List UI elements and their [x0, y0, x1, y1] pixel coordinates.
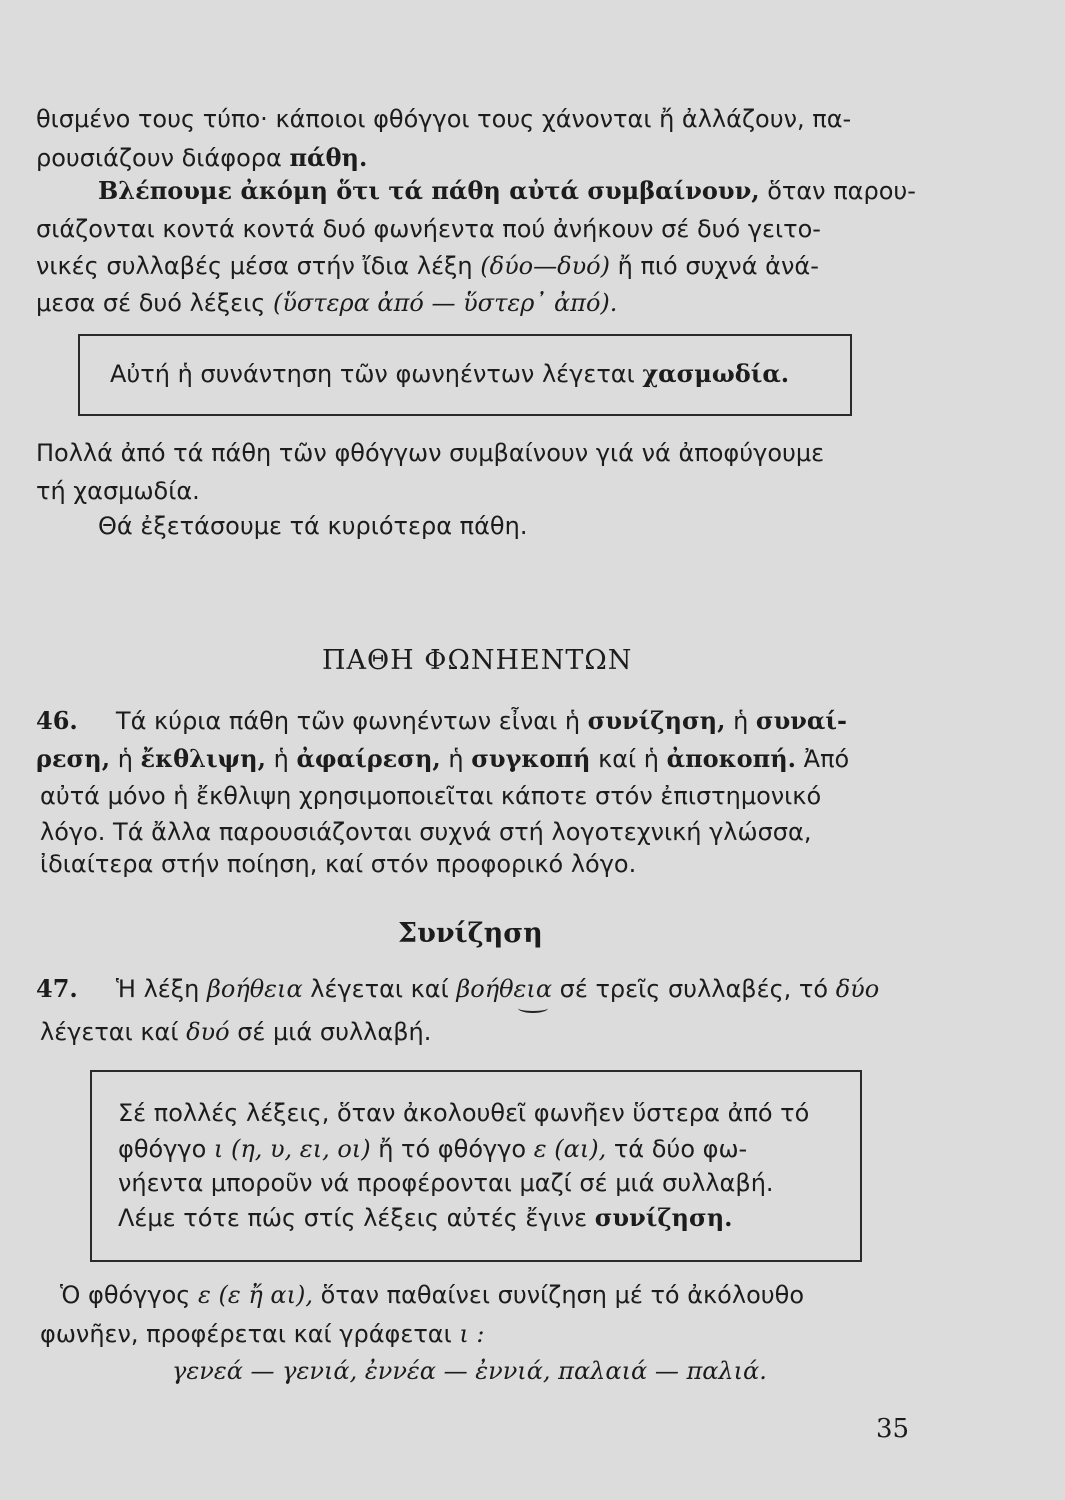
text: νήεντα μποροῦν νά προφέρονται μαζί σέ μιά συλλαβή.	[118, 1169, 774, 1197]
page-number: 35	[876, 1414, 910, 1444]
text: ἤ τό φθόγγο	[370, 1135, 534, 1163]
rule-line	[118, 1097, 809, 1129]
bold-term: ἔκθλιψη,	[140, 744, 266, 773]
text: σέ μιά συλλαβή.	[229, 1018, 432, 1046]
text: σιάζονται κοντά κοντά δυό φωνήεντα πού ἀνήκουν σέ δυό γειτο-	[36, 215, 821, 243]
text: Πολλά ἀπό τά πάθη τῶν φθόγγων συμβαίνουν γιά νά ἀποφύγουμε	[36, 439, 825, 467]
paragraph-line	[98, 510, 527, 542]
paragraph-line	[98, 175, 916, 207]
paragraph-line	[36, 142, 367, 174]
section-number: 47.	[36, 974, 78, 1003]
text: ἡ	[110, 745, 141, 773]
text: Σέ πολλές λέξεις, ὅταν ἀκολουθεῖ φωνῆεν ὕστερα ἀπό τό	[118, 1099, 810, 1127]
bold-term: χασμωδία.	[642, 359, 790, 388]
definition-text	[110, 358, 789, 390]
paragraph-line	[40, 848, 636, 880]
bold-term: συγκοπή	[471, 744, 591, 773]
italic-example: ε (αι),	[533, 1135, 607, 1163]
paragraph-line	[36, 743, 849, 775]
paragraph-line	[40, 816, 811, 848]
text: Θά ἐξετάσουμε τά κυριότερα πάθη.	[98, 512, 528, 540]
text: Ἡ λέξη	[115, 975, 207, 1003]
italic-example: ι :	[459, 1320, 485, 1348]
text: λέγεται καί	[40, 1018, 187, 1046]
text: τά δύο φω-	[606, 1135, 748, 1163]
paragraph-line	[40, 780, 821, 812]
section-heading: ΠΑΘΗ ΦΩΝΗΕΝΤΩΝ	[322, 645, 633, 676]
section-number: 46.	[36, 706, 78, 735]
text: Τά κύρια πάθη τῶν φωνηέντων εἶναι ἡ	[115, 707, 588, 735]
text: ἡ	[265, 745, 297, 773]
text: λόγο. Τά ἄλλα παρουσιάζονται συχνά στή λογοτεχνική γλώσσα,	[40, 818, 812, 846]
paragraph-line	[40, 1318, 485, 1350]
text: ρουσιάζουν διάφορα	[36, 144, 290, 172]
bold-term: συνίζηση,	[587, 706, 726, 735]
text: ἡ	[725, 707, 756, 735]
text: σέ τρεῖς συλλαβές, τό	[552, 975, 836, 1003]
text: νικές συλλαβές μέσα στήν ἴδια λέξη	[36, 252, 481, 280]
italic-example: βοήθεια	[207, 975, 303, 1003]
text: Ἀπό	[796, 745, 850, 773]
italic-example: (δύο—δυό)	[480, 252, 610, 280]
bold-phrase: Βλέπουμε ἀκόμη ὅτι τά πάθη αὐτά συμβαίνουν,	[98, 176, 760, 205]
rule-line	[118, 1202, 733, 1234]
bold-term: πάθη.	[289, 143, 368, 172]
text: Ὁ φθόγγος	[60, 1281, 198, 1309]
text: ὅταν παρου-	[759, 177, 916, 205]
bold-term: συναί-	[755, 706, 847, 735]
text: φωνῆεν, προφέρεται καί γράφεται	[40, 1320, 460, 1348]
text: ἤ πιό συχνά ἀνά-	[609, 252, 819, 280]
paragraph-line	[36, 250, 819, 282]
bold-term: ρεση,	[36, 744, 111, 773]
paragraph-line	[36, 287, 617, 319]
paragraph-line	[36, 973, 879, 1005]
example-line: γενεά — γενιά, ἐννέα — ἐννιά, παλαιά — παλιά.	[172, 1357, 767, 1385]
paragraph-line	[36, 103, 851, 135]
rule-line	[118, 1167, 774, 1199]
bold-term: συνίζηση.	[594, 1203, 733, 1232]
text: τή χασμωδία.	[36, 477, 200, 505]
italic-example: δύο	[835, 975, 880, 1003]
italic-example: δυό	[186, 1018, 230, 1046]
italic-example: βοήθ	[456, 975, 514, 1003]
bold-term: ἀφαίρεση,	[296, 744, 441, 773]
text: ἰδιαίτερα στήν ποίηση, καί στόν προφορικό λόγο.	[40, 850, 637, 878]
paragraph-line	[40, 1016, 431, 1048]
paragraph-line	[36, 437, 824, 469]
text: φθόγγο	[118, 1135, 214, 1163]
text: Λέμε τότε πώς στίς λέξεις αὐτές ἔγινε	[118, 1204, 595, 1232]
text: ὅταν παθαίνει συνίζηση μέ τό ἀκόλουθο	[313, 1281, 805, 1309]
text: λέγεται καί	[302, 975, 457, 1003]
text: θισμένο τους τύπο· κάποιοι φθόγγοι τους χάνονται ἤ ἀλλάζουν, πα-	[36, 105, 852, 133]
paragraph-line	[36, 475, 200, 507]
text: Αὐτή ἡ συνάντηση τῶν φωνηέντων λέγεται	[110, 360, 643, 388]
subsection-heading: Συνίζηση	[398, 918, 543, 949]
text: αὐτά μόνο ἡ ἔκθλιψη χρησιμοποιεῖται κάποτε στόν ἐπιστημονικό	[40, 782, 822, 810]
paragraph-line	[36, 213, 821, 245]
text: ἡ	[440, 745, 472, 773]
synizesis-mark: εια	[513, 975, 553, 1003]
paragraph-line	[60, 1279, 804, 1311]
italic-example: ι (η, υ, ει, οι)	[213, 1135, 371, 1163]
bold-term: ἀποκοπή.	[666, 744, 797, 773]
text: μεσα σέ δυό λέξεις	[36, 289, 273, 317]
rule-line	[118, 1133, 747, 1165]
italic-example: ε (ε ἤ αι),	[198, 1281, 313, 1309]
paragraph-line	[36, 705, 847, 737]
italic-example: (ὕστερα ἀπό — ὕστερ᾽ ἀπό).	[272, 289, 618, 317]
text: καί ἡ	[590, 745, 667, 773]
